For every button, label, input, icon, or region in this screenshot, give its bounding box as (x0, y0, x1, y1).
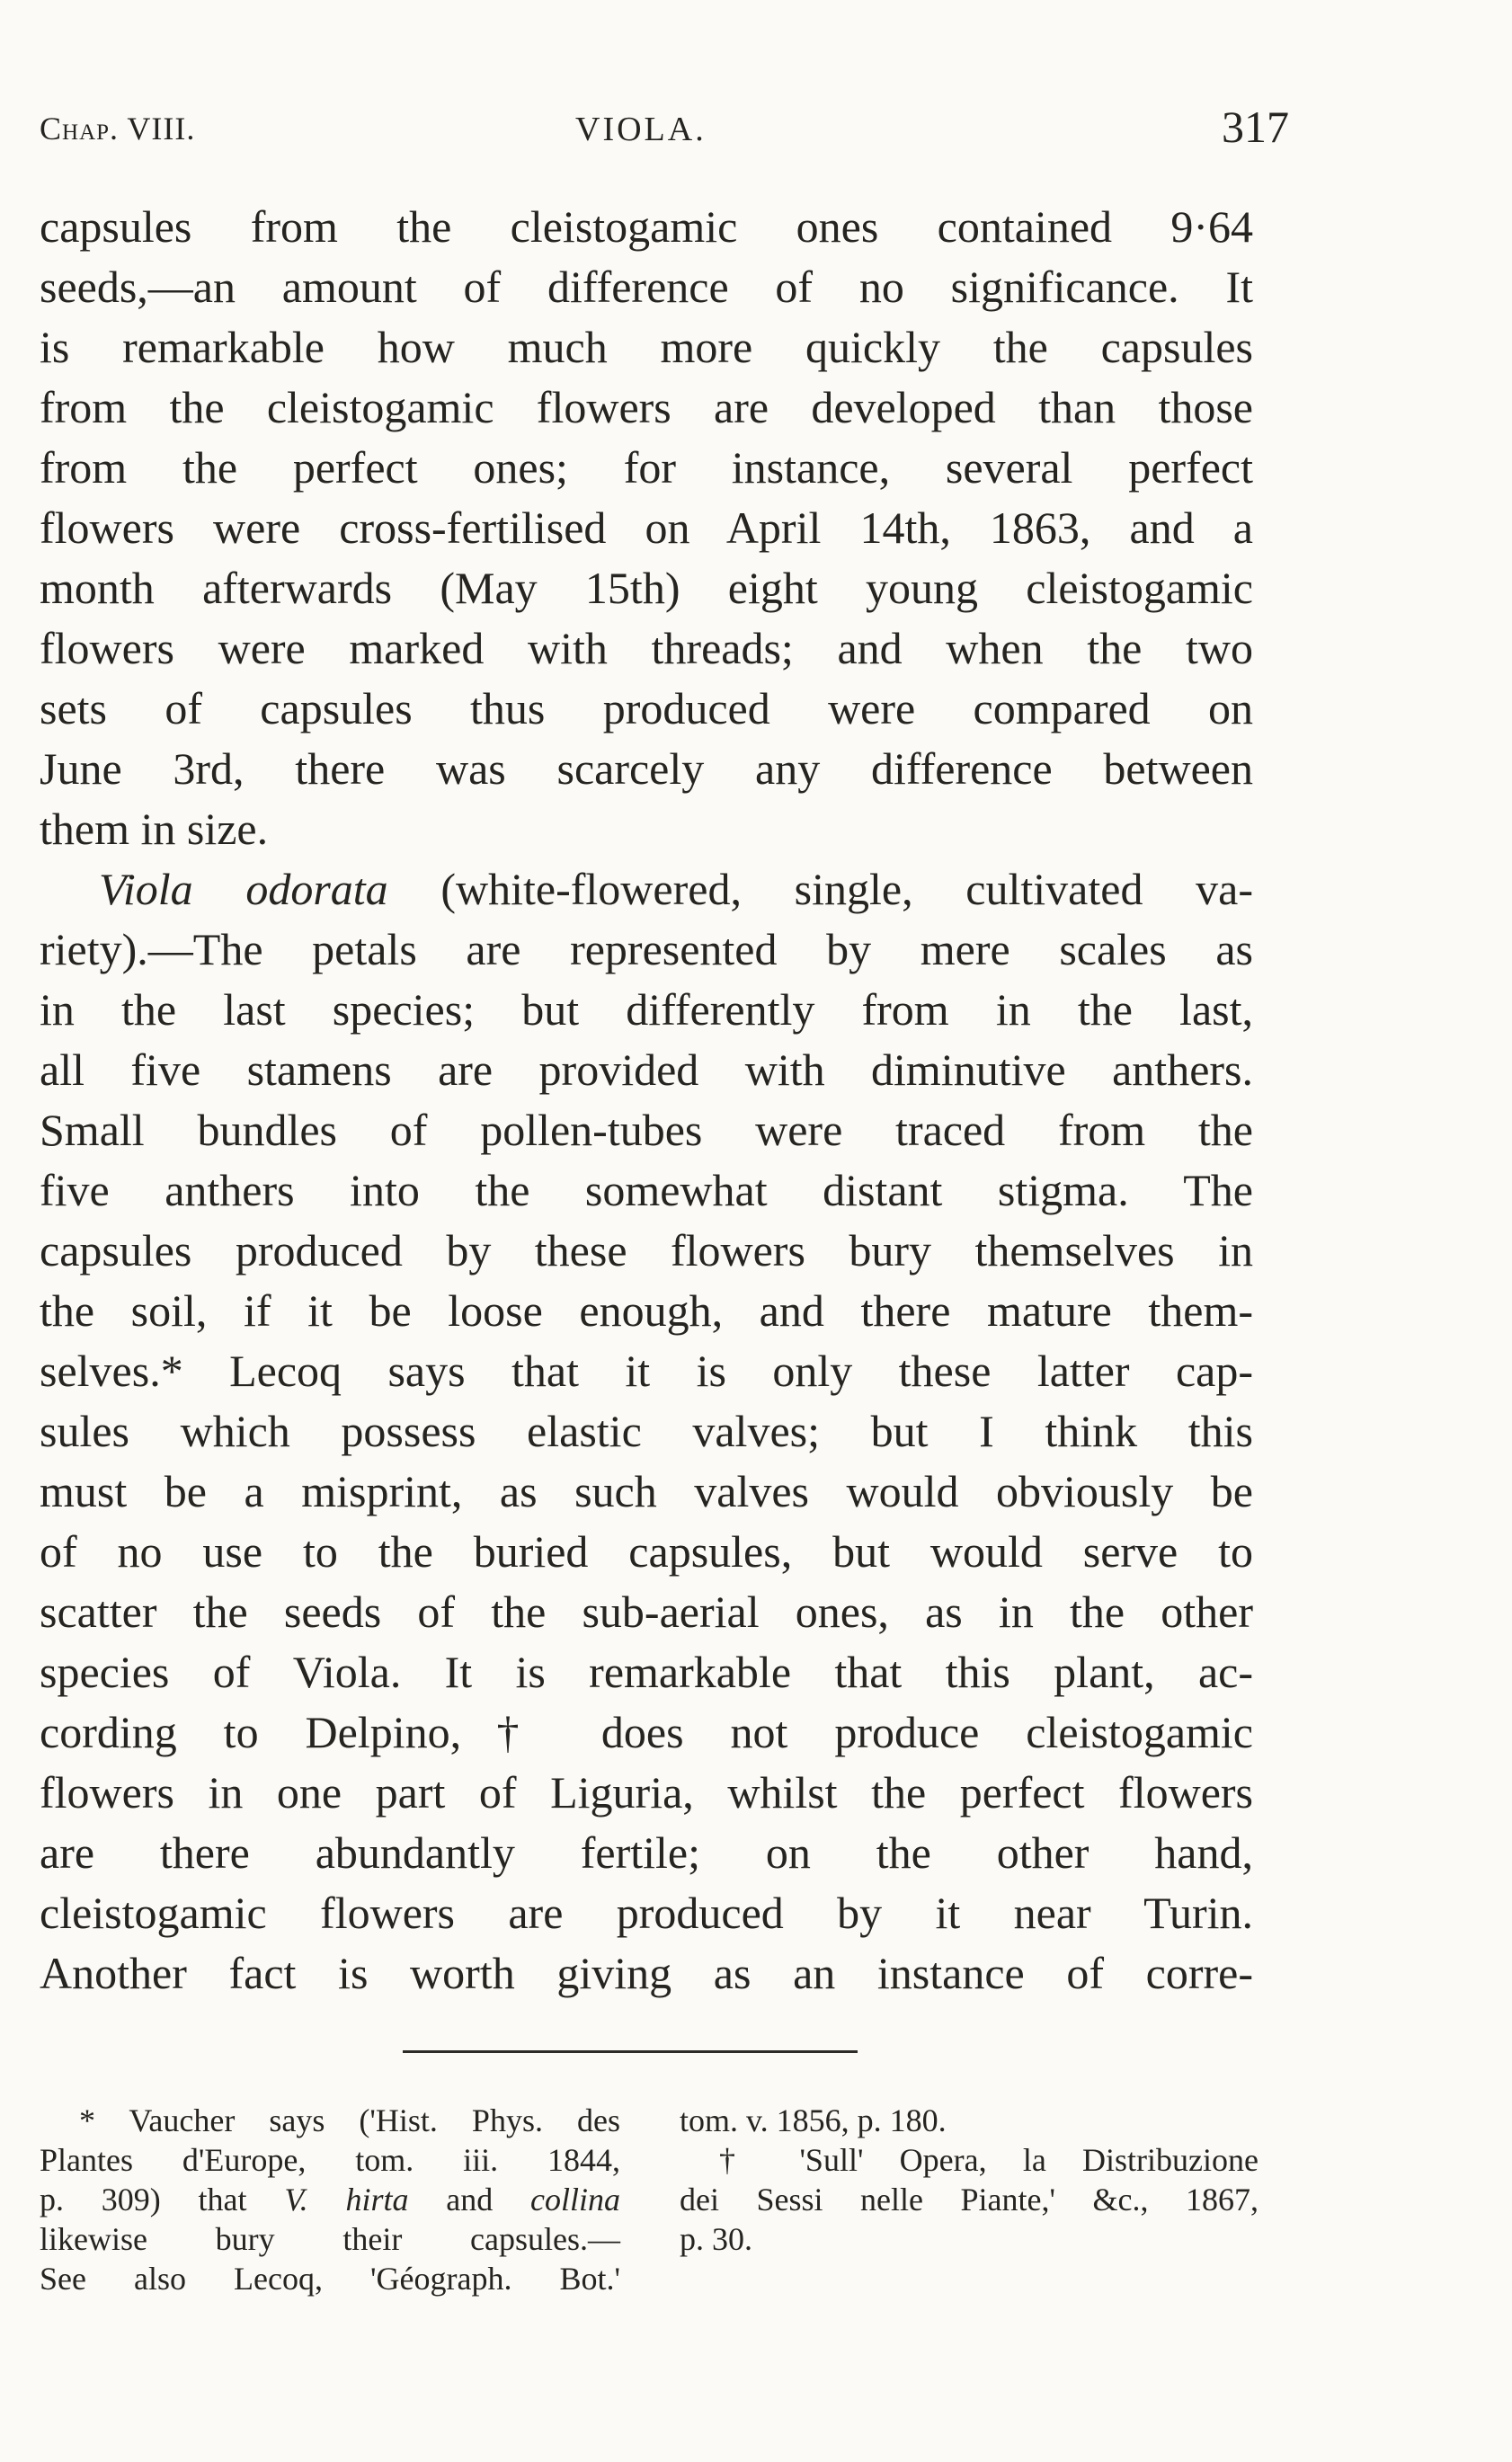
text-line: sets of capsules thus produced were compared on (40, 683, 1253, 733)
footnote-line (40, 2180, 620, 2219)
text-line: in the last species; but differently from in the last, (40, 984, 1253, 1035)
footnote-line: p. 30. (680, 2221, 752, 2257)
text-line: from the cleistogamic flowers are developed than those (40, 382, 1253, 432)
footnote-line: Plantes d'Europe, tom. iii. 1844, (40, 2142, 620, 2178)
text-line: the soil, if it be loose enough, and there mature them- (40, 1285, 1253, 1336)
footnote-line: dei Sessi nelle Piante,' &c., 1867, (680, 2182, 1259, 2218)
text-line: is remarkable how much more quickly the capsules (40, 322, 1253, 372)
page-number: 317 (1222, 102, 1289, 152)
species-name: V. hirta (284, 2182, 409, 2218)
text-line: flowers were cross-fertilised on April 14th, 1863, and a (40, 502, 1253, 553)
footnote-line: likewise bury their capsules.— (40, 2221, 620, 2257)
text-line: them in size. (40, 804, 269, 854)
text-line: month afterwards (May 15th) eight young cleistogamic (40, 563, 1253, 613)
footnote-dagger (680, 2101, 1259, 2259)
text-line: all five stamens are provided with diminutive anthers. (40, 1044, 1253, 1095)
paragraph-start (40, 859, 1253, 920)
text-line: of no use to the buried capsules, but would serve to (40, 1526, 1253, 1577)
species-name: collina (530, 2182, 620, 2218)
text-line: cording to Delpino,† does not produce cleistogamic (40, 1707, 1253, 1757)
body-text (40, 197, 1253, 2004)
text-line: sules which possess elastic valves; but I think this (40, 1406, 1253, 1456)
text-line: five anthers into the somewhat distant stigma. The (40, 1165, 1253, 1215)
footnote-line: * Vaucher says ('Hist. Phys. des (79, 2102, 620, 2138)
text-line: selves.* Lecoq says that it is only these latter cap- (40, 1346, 1253, 1396)
text-line: Another fact is worth giving as an instance of corre- (40, 1948, 1253, 1998)
text-line: seeds,—an amount of difference of no significance. It (40, 262, 1253, 312)
text-fragment: and (408, 2182, 531, 2218)
footnote-divider (403, 2050, 858, 2053)
text-line: capsules produced by these flowers bury themselves in (40, 1225, 1253, 1275)
text-line: Small bundles of pollen-tubes were traced from the (40, 1105, 1253, 1155)
text-line: must be a misprint, as such valves would obviously be (40, 1466, 1253, 1516)
text-fragment: p. 309) that (40, 2182, 285, 2218)
text-line: capsules from the cleistogamic ones contained 9·64 (40, 201, 1253, 252)
text-line: species of Viola. It is remarkable that this plant, ac- (40, 1647, 1253, 1697)
text-line: cleistogamic flowers are produced by it near Turin. (40, 1888, 1253, 1938)
species-name: Viola odorata (99, 864, 388, 914)
text-line: riety).—The petals are represented by mere scales as (40, 924, 1253, 974)
footnote-line: tom. v. 1856, p. 180. (680, 2102, 947, 2138)
text-line: June 3rd, there was scarcely any difference between (40, 743, 1253, 794)
footnote-asterisk (40, 2101, 620, 2298)
text-line: from the perfect ones; for instance, several perfect (40, 442, 1253, 493)
text-line: are there abundantly fertile; on the other hand, (40, 1827, 1253, 1878)
running-title: VIOLA. (575, 111, 707, 148)
chapter-label: Chap. VIII. (40, 111, 196, 147)
running-header (40, 97, 1289, 152)
text-line: flowers in one part of Liguria, whilst the perfect flowers (40, 1767, 1253, 1818)
text-fragment: (white-flowered, single, cultivated va- (387, 864, 1253, 914)
footnote-line: † 'Sull' Opera, la Distribuzione (719, 2142, 1259, 2178)
text-line: flowers were marked with threads; and when the two (40, 623, 1253, 673)
footnote-line: See also Lecoq, 'Géograph. Bot.' (40, 2261, 620, 2297)
text-line: scatter the seeds of the sub-aerial ones, as in the other (40, 1587, 1253, 1637)
